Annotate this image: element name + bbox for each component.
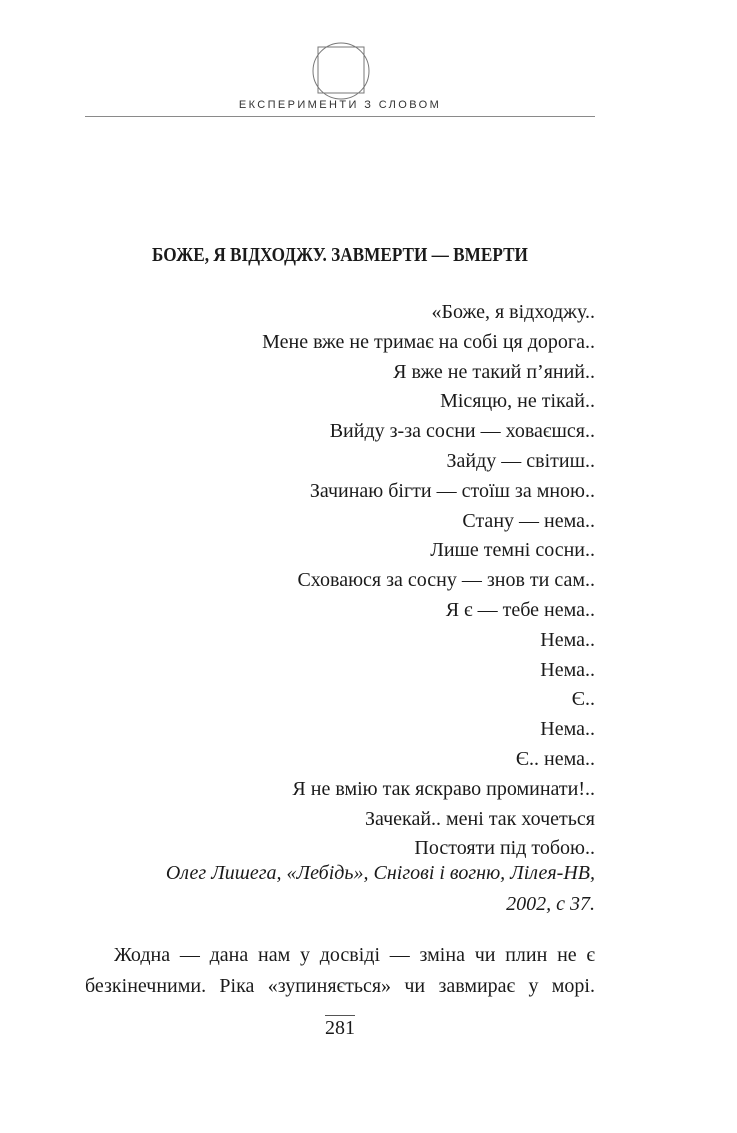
poem-line: Я вже не такий п’яний.. bbox=[393, 360, 595, 383]
poem-line: Є.. bbox=[571, 688, 595, 711]
section-title: БОЖЕ, Я ВІДХОДЖУ. ЗАВМЕРТИ — ВМЕРТИ bbox=[152, 244, 528, 266]
poem-line: Є.. нема.. bbox=[515, 747, 595, 770]
poem-line: Лише темні сосни.. bbox=[430, 539, 595, 562]
poem-line: «Боже, я відходжу.. bbox=[431, 301, 595, 323]
body-paragraph-line: безкінечними. Ріка «зупиняється» чи завмирає у морі. bbox=[85, 975, 595, 997]
citation-line: 2002, с 37. bbox=[506, 893, 595, 915]
poem-line: Вийду з-за сосни — ховаєшся.. bbox=[329, 420, 595, 443]
poem-line: Нема.. bbox=[540, 718, 595, 741]
poem-line: Нема.. bbox=[540, 628, 595, 651]
header-divider bbox=[85, 116, 595, 117]
poem-line: Я не вмію так яскраво проминати!.. bbox=[292, 777, 595, 800]
citation-line: Олег Лишега, «Лебідь», Снігові і вогню, Лілея-НВ, bbox=[165, 862, 595, 884]
page-number: 281 bbox=[325, 1017, 355, 1039]
poem-line: Нема.. bbox=[540, 658, 595, 681]
body-paragraph-line: Жодна — дана нам у досвіді — зміна чи плин не є bbox=[114, 944, 595, 966]
poem bbox=[262, 298, 595, 864]
poem-line: Я є — тебе нема.. bbox=[445, 598, 595, 621]
poem-line: Зачинаю бігти — стоїш за мною.. bbox=[309, 479, 595, 502]
circle-square-emblem-icon bbox=[311, 40, 371, 100]
running-head: ЕКСПЕРИМЕНТИ З СЛОВОМ bbox=[238, 99, 442, 111]
poem-line: Зайду — світиш.. bbox=[446, 449, 595, 472]
poem-line: Мене вже не тримає на собі ця дорога.. bbox=[262, 330, 595, 353]
poem-citation bbox=[166, 858, 595, 920]
page-number-container bbox=[85, 1015, 595, 1040]
poem-line: Постояти під тобою.. bbox=[414, 837, 595, 860]
poem-line: Сховаюся за сосну — знов ти сам.. bbox=[297, 569, 595, 592]
poem-line: Місяцю, не тікай.. bbox=[440, 390, 595, 413]
poem-line: Стану — нема.. bbox=[462, 509, 595, 532]
poem-line: Зачекай.. мені так хочеться bbox=[365, 807, 595, 830]
